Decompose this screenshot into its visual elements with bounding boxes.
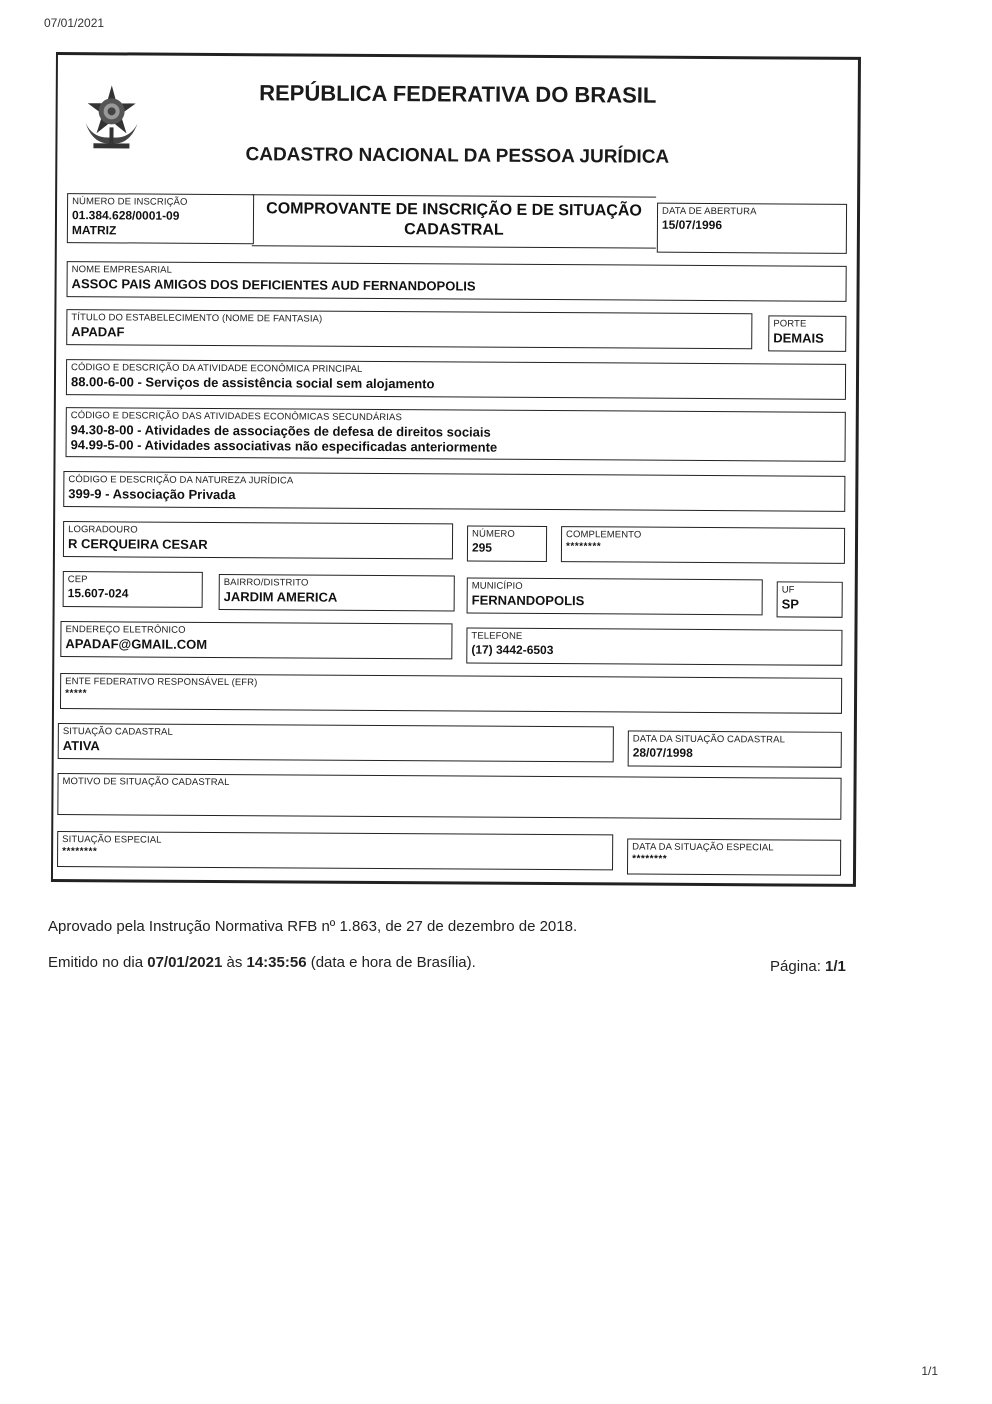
page-indicator <box>770 958 846 975</box>
complement-value: ******** <box>565 541 602 553</box>
city-value: FERNANDOPOLIS <box>471 592 585 609</box>
page-value: 1/1 <box>825 958 846 975</box>
registration-type: MATRIZ <box>71 223 117 238</box>
legal-nature-desc: Associação Privada <box>112 486 236 503</box>
district-label: BAIRRO/DISTRITO <box>223 577 309 589</box>
uf-box <box>777 581 843 617</box>
opening-date-box <box>657 203 847 254</box>
special-status-label: SITUAÇÃO ESPECIAL <box>62 834 162 846</box>
status-box <box>58 723 614 762</box>
phone-box <box>466 628 842 666</box>
main-activity-box <box>66 359 846 400</box>
cep-label: CEP <box>67 574 88 586</box>
header-subtitle: CADASTRO NACIONAL DA PESSOA JURÍDICA <box>245 144 670 168</box>
trade-name-box <box>66 309 752 349</box>
company-name-box <box>67 261 847 302</box>
issued-date: 07/01/2021 <box>147 954 223 971</box>
page-label: Página: <box>770 958 821 975</box>
city-label: MUNICÍPIO <box>471 580 523 592</box>
secondary-activity-1-desc: Atividades de associações de defesa de direitos sociais <box>144 422 491 440</box>
number-box <box>467 526 547 562</box>
company-name-label: NOME EMPRESARIAL <box>71 264 173 276</box>
uf-label: UF <box>781 584 795 596</box>
secondary-activity-2-desc: Atividades associativas não especificadas anteriormente <box>144 437 498 455</box>
main-activity-desc: Serviços de assistência social sem alojamento <box>145 374 435 392</box>
special-status-value: ******** <box>62 846 98 858</box>
document-title-line2: CADASTRAL <box>404 221 504 239</box>
registration-label: NÚMERO DE INSCRIÇÃO <box>72 196 188 208</box>
header-title: REPÚBLICA FEDERATIVA DO BRASIL <box>259 80 657 108</box>
special-status-date-value: ******** <box>632 853 668 865</box>
email-box <box>60 621 452 659</box>
issued-time: 14:35:56 <box>246 954 307 971</box>
special-status-box <box>57 831 613 870</box>
document-frame <box>51 52 861 887</box>
street-box <box>63 521 453 559</box>
issued-mid: às <box>226 954 243 971</box>
trade-name-label: TÍTULO DO ESTABELECIMENTO (NOME DE FANTASIA) <box>71 312 323 325</box>
issued-suffix: (data e hora de Brasília). <box>310 954 476 971</box>
opening-date-label: DATA DE ABERTURA <box>662 205 757 218</box>
document-title <box>252 194 656 248</box>
special-status-date-box <box>627 839 841 876</box>
special-status-date-label: DATA DA SITUAÇÃO ESPECIAL <box>632 841 774 854</box>
opening-date-value: 15/07/1996 <box>661 217 723 233</box>
legal-nature-line: 399-9 - Associação Privada <box>68 486 236 503</box>
company-name-value: ASSOC PAIS AMIGOS DOS DEFICIENTES AUD FERNANDOPOLIS <box>71 276 476 294</box>
main-activity-label: CÓDIGO E DESCRIÇÃO DA ATIVIDADE ECONÔMICA PRINCIPAL <box>71 362 363 375</box>
secondary-activity-1-code: 94.30-8-00 <box>70 422 134 438</box>
phone-value: (17) 3442-6503 <box>471 642 554 658</box>
efr-value: ***** <box>65 688 88 700</box>
secondary-activity-1: 94.30-8-00 - Atividades de associações de defesa de direitos sociais <box>70 422 491 440</box>
number-label: NÚMERO <box>472 528 515 540</box>
city-box <box>467 578 763 616</box>
legal-nature-box <box>63 471 845 512</box>
print-date: 07/01/2021 <box>44 16 105 30</box>
status-reason-box <box>57 773 841 820</box>
complement-label: COMPLEMENTO <box>566 529 642 541</box>
number-value: 295 <box>471 540 493 555</box>
efr-box <box>60 673 842 714</box>
street-value: R CERQUEIRA CESAR <box>67 536 208 552</box>
secondary-activities-label: CÓDIGO E DESCRIÇÃO DAS ATIVIDADES ECONÔMICAS SECUNDÁRIAS <box>70 410 402 424</box>
cep-box <box>63 571 203 608</box>
status-date-value: 28/07/1998 <box>632 745 693 760</box>
legal-nature-code: 399-9 <box>68 486 102 502</box>
secondary-activity-2-code: 94.99-5-00 <box>70 437 134 453</box>
approval-note: Aprovado pela Instrução Normativa RFB nº 1.863, de 27 de dezembro de 2018. <box>48 918 578 935</box>
phone-label: TELEFONE <box>471 630 523 642</box>
email-value: APADAF@GMAIL.COM <box>65 636 208 652</box>
cep-value: 15.607-024 <box>67 586 129 601</box>
document-title-line1: COMPROVANTE DE INSCRIÇÃO E DE SITUAÇÃO <box>266 200 642 220</box>
status-value: ATIVA <box>62 738 100 754</box>
issued-note <box>48 954 476 971</box>
efr-label: ENTE FEDERATIVO RESPONSÁVEL (EFR) <box>65 676 258 689</box>
page-footer: 1/1 <box>921 1364 938 1378</box>
main-activity-code: 88.00-6-00 <box>70 374 134 390</box>
registration-box <box>67 193 254 244</box>
trade-name-value: APADAF <box>71 324 125 340</box>
status-date-label: DATA DA SITUAÇÃO CADASTRAL <box>632 733 786 746</box>
size-label: PORTE <box>773 318 807 330</box>
issued-prefix: Emitido no dia <box>48 954 144 971</box>
street-label: LOGRADOURO <box>68 524 138 536</box>
complement-box <box>561 526 845 564</box>
uf-value: SP <box>781 596 800 612</box>
size-value: DEMAIS <box>773 330 824 346</box>
district-value: JARDIM AMERICA <box>223 589 338 605</box>
registration-number: 01.384.628/0001-09 <box>71 208 180 223</box>
status-date-box <box>628 731 842 768</box>
brasao-emblem-icon <box>79 83 143 153</box>
main-activity-line: 88.00-6-00 - Serviços de assistência social sem alojamento <box>70 374 435 392</box>
email-label: ENDEREÇO ELETRÔNICO <box>65 624 186 636</box>
district-box <box>219 574 455 611</box>
status-reason-label: MOTIVO DE SITUAÇÃO CADASTRAL <box>62 776 230 789</box>
legal-nature-label: CÓDIGO E DESCRIÇÃO DA NATUREZA JURÍDICA <box>68 474 294 487</box>
secondary-activity-2: 94.99-5-00 - Atividades associativas não especificadas anteriormente <box>70 437 498 455</box>
status-label: SITUAÇÃO CADASTRAL <box>62 726 173 738</box>
secondary-activities-box <box>66 407 846 462</box>
size-box <box>768 315 846 351</box>
